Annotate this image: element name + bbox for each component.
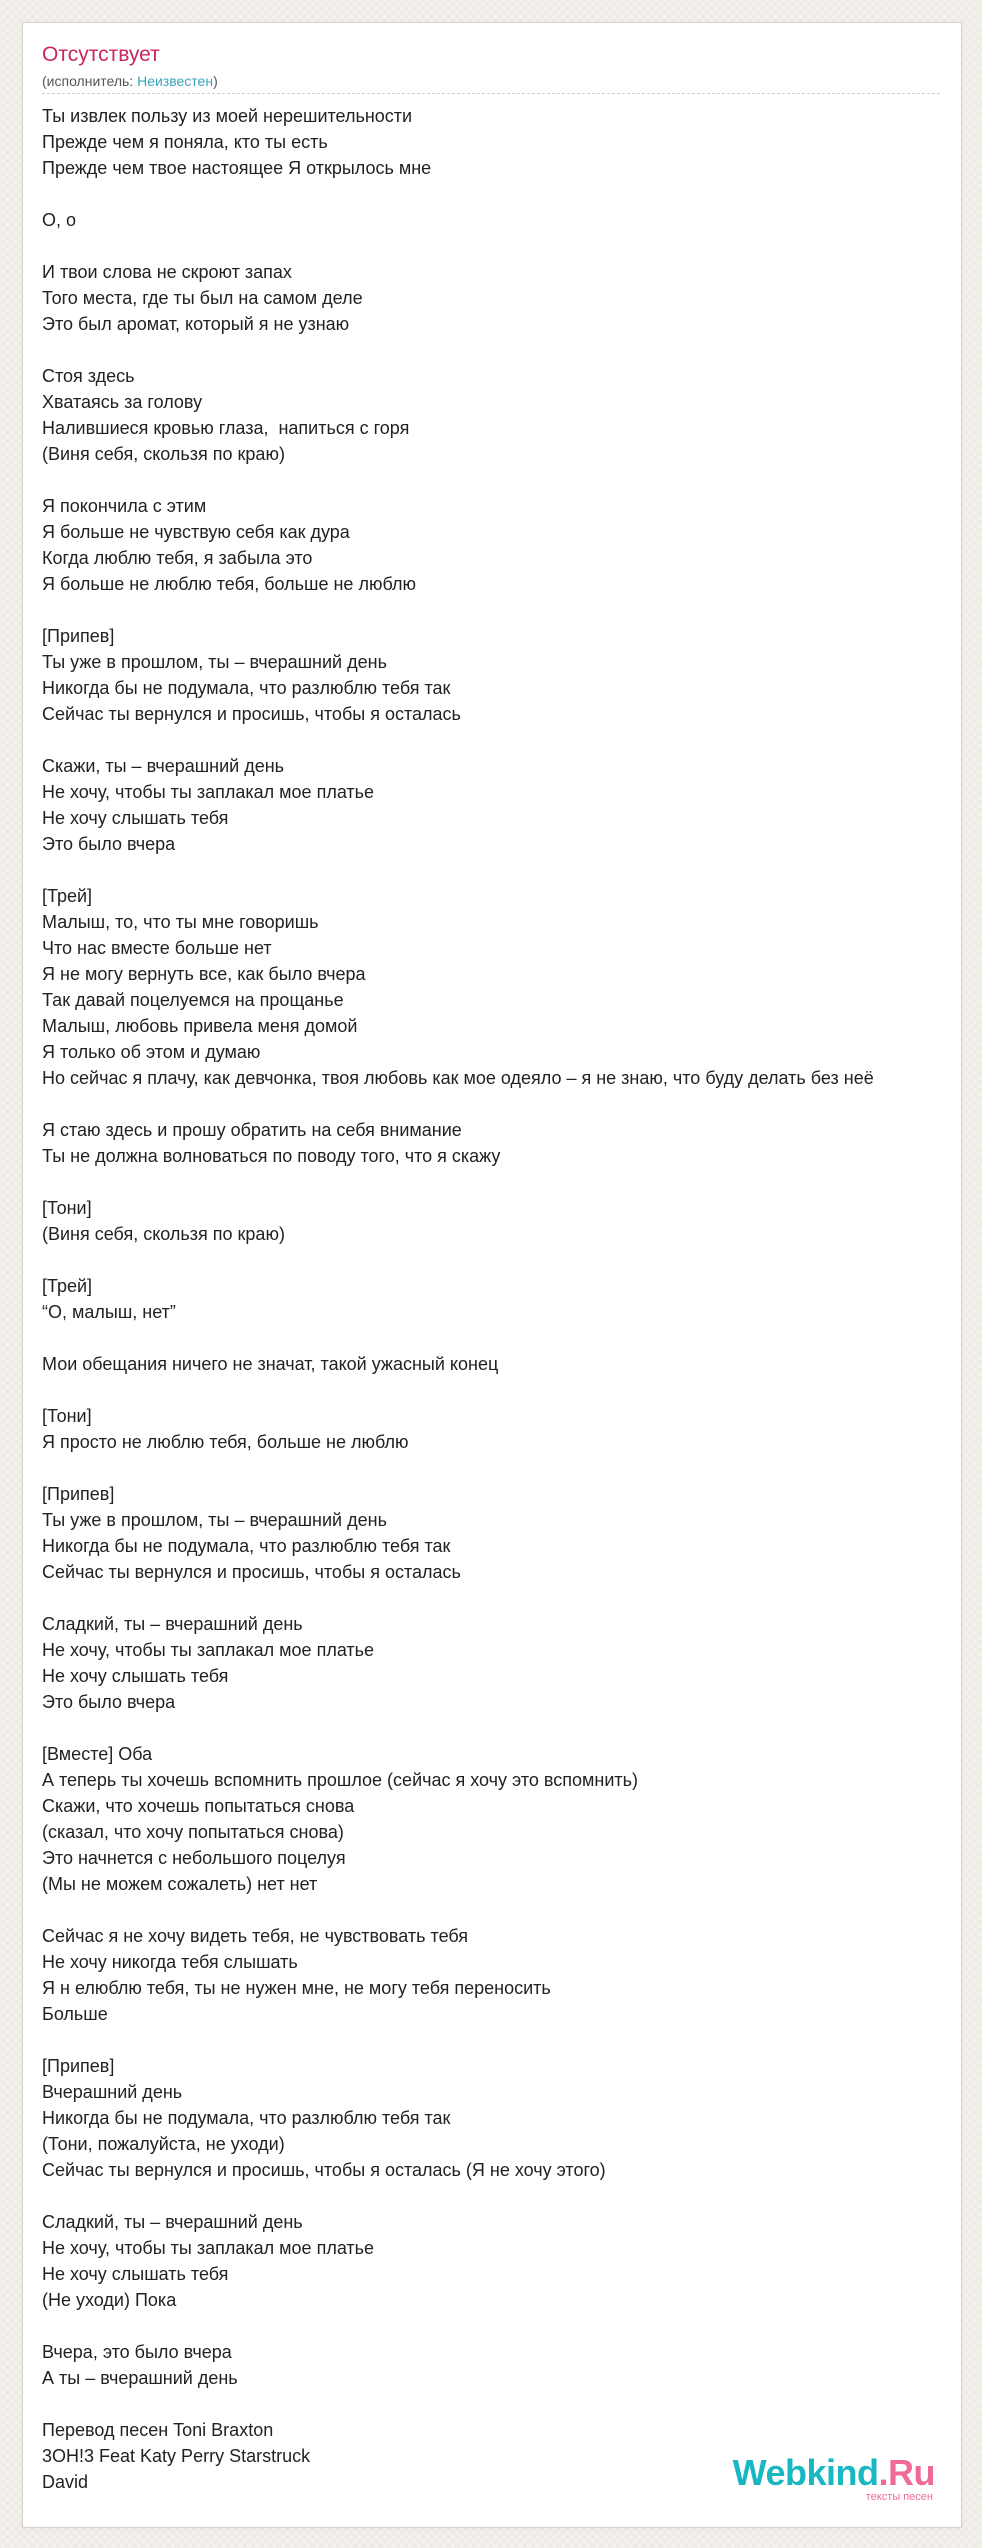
- lyric-line: [Вместе] Оба: [42, 1744, 153, 1764]
- lyric-line: Я покончила с этим: [42, 496, 207, 516]
- lyric-line: Никогда бы не подумала, что разлюблю тебя так: [42, 678, 451, 698]
- lyric-blank-line: [42, 467, 962, 493]
- lyric-line: (Не уходи) Пока: [42, 2290, 177, 2310]
- lyric-line: Сейчас ты вернулся и просишь, чтобы я осталась: [42, 704, 461, 724]
- lyric-line: Не хочу, чтобы ты заплакал мое платье: [42, 1640, 375, 1660]
- lyric-line: А ты – вчерашний день: [42, 2368, 238, 2388]
- lyric-line: Никогда бы не подумала, что разлюблю тебя так: [42, 2108, 451, 2128]
- lyric-line: [Трей]: [42, 1276, 93, 1296]
- lyric-line: Того места, где ты был на самом деле: [42, 288, 363, 308]
- lyric-line: Не хочу никогда тебя слышать: [42, 1952, 298, 1972]
- lyric-line: Что нас вместе больше нет: [42, 938, 272, 958]
- lyric-line: [Тони]: [42, 1406, 92, 1426]
- lyrics-card: [22, 22, 962, 2528]
- lyric-blank-line: [42, 2391, 962, 2417]
- logo-main-text: Webkind: [732, 2452, 879, 2493]
- lyric-line: Когда люблю тебя, я забыла это: [42, 548, 313, 568]
- lyric-line: Сейчас ты вернулся и просишь, чтобы я осталась: [42, 1562, 461, 1582]
- lyric-line: О, о: [42, 210, 77, 230]
- lyric-line: [Припев]: [42, 2056, 115, 2076]
- lyric-line: Не хочу, чтобы ты заплакал мое платье: [42, 782, 375, 802]
- lyric-line: Я стаю здесь и прошу обратить на себя внимание: [42, 1120, 462, 1140]
- lyric-line: Я больше не чувствую себя как дура: [42, 522, 350, 542]
- lyric-line: Сейчас ты вернулся и просишь, чтобы я осталась (Я не хочу этого): [42, 2160, 606, 2180]
- lyric-line: Стоя здесь: [42, 366, 135, 386]
- lyric-blank-line: [42, 1247, 962, 1273]
- lyric-line: Не хочу, чтобы ты заплакал мое платье: [42, 2238, 375, 2258]
- lyric-line: Я только об этом и думаю: [42, 1042, 261, 1062]
- title-divider: [42, 93, 940, 94]
- lyric-line: (Виня себя, скользя по краю): [42, 444, 285, 464]
- lyric-line: Я больше не люблю тебя, больше не люблю: [42, 574, 416, 594]
- lyric-line: Это был аромат, который я не узнаю: [42, 314, 350, 334]
- lyric-blank-line: [42, 1897, 962, 1923]
- lyric-line: Сладкий, ты – вчерашний день: [42, 2212, 303, 2232]
- lyric-line: Сладкий, ты – вчерашний день: [42, 1614, 303, 1634]
- lyric-line: Это начнется с небольшого поцелуя: [42, 1848, 346, 1868]
- lyric-line: [Тони]: [42, 1198, 92, 1218]
- lyric-line: (Тони, пожалуйста, не уходи): [42, 2134, 285, 2154]
- lyric-line: Малыш, то, что ты мне говоришь: [42, 912, 319, 932]
- lyric-line: Скажи, ты – вчерашний день: [42, 756, 285, 776]
- lyric-blank-line: [42, 1585, 962, 1611]
- artist-link[interactable]: Неизвестен: [137, 73, 214, 89]
- lyric-line: Мои обещания ничего не значат, такой ужасный конец: [42, 1354, 499, 1374]
- logo-tld: .Ru: [878, 2452, 935, 2493]
- lyric-line: 3OH!3 Feat Katy Perry Starstruck: [42, 2446, 311, 2466]
- lyric-line: Это было вчера: [42, 1692, 176, 1712]
- lyric-line: Ты уже в прошлом, ты – вчерашний день: [42, 1510, 387, 1530]
- lyric-line: [Трей]: [42, 886, 93, 906]
- lyric-line: Но сейчас я плачу, как девчонка, твоя любовь как мое одеяло – я не знаю, что буду делать без неё: [42, 1068, 874, 1088]
- lyric-line: Больше: [42, 2004, 108, 2024]
- lyric-blank-line: [42, 1169, 962, 1195]
- site-logo[interactable]: [732, 2452, 935, 2503]
- lyric-line: Налившиеся кровью глаза, напиться с горя: [42, 418, 410, 438]
- lyric-line: Я просто не люблю тебя, больше не люблю: [42, 1432, 409, 1452]
- lyric-blank-line: [42, 1715, 962, 1741]
- lyric-line: Прежде чем твое настоящее Я открылось мне: [42, 158, 432, 178]
- lyric-blank-line: [42, 1325, 962, 1351]
- lyric-blank-line: [42, 233, 962, 259]
- lyric-blank-line: [42, 181, 962, 207]
- lyric-line: Не хочу слышать тебя: [42, 1666, 229, 1686]
- lyric-blank-line: [42, 2313, 962, 2339]
- lyric-blank-line: [42, 2183, 962, 2209]
- lyric-line: Это было вчера: [42, 834, 176, 854]
- lyric-line: Скажи, что хочешь попытаться снова: [42, 1796, 355, 1816]
- lyric-line: Хватаясь за голову: [42, 392, 203, 412]
- lyric-line: Никогда бы не подумала, что разлюблю тебя так: [42, 1536, 451, 1556]
- lyric-blank-line: [42, 1377, 962, 1403]
- lyric-line: Я не могу вернуть все, как было вчера: [42, 964, 366, 984]
- lyric-line: Ты уже в прошлом, ты – вчерашний день: [42, 652, 387, 672]
- lyric-line: Прежде чем я поняла, кто ты есть: [42, 132, 328, 152]
- lyric-line: Ты извлек пользу из моей нерешительности: [42, 106, 413, 126]
- lyric-line: И твои слова не скроют запах: [42, 262, 292, 282]
- lyric-line: (сказал, что хочу попытаться снова): [42, 1822, 344, 1842]
- artist-line: [42, 72, 218, 90]
- lyrics-body: [42, 103, 962, 2495]
- lyric-line: Сейчас я не хочу видеть тебя, не чувствовать тебя: [42, 1926, 469, 1946]
- lyric-blank-line: [42, 2027, 962, 2053]
- lyric-line: А теперь ты хочешь вспомнить прошлое (сейчас я хочу это вспомнить): [42, 1770, 638, 1790]
- song-title: Отсутствует: [42, 43, 160, 66]
- artist-prefix: (исполнитель:: [42, 73, 138, 89]
- lyric-line: Вчерашний день: [42, 2082, 183, 2102]
- lyric-line: Я н елюблю тебя, ты не нужен мне, не могу тебя переносить: [42, 1978, 551, 1998]
- artist-suffix: ): [213, 73, 218, 89]
- lyric-line: Перевод песен Toni Braxton: [42, 2420, 274, 2440]
- lyric-blank-line: [42, 1455, 962, 1481]
- lyric-line: Малыш, любовь привела меня домой: [42, 1016, 358, 1036]
- lyric-line: Вчера, это было вчера: [42, 2342, 232, 2362]
- lyric-line: [Припев]: [42, 1484, 115, 1504]
- lyric-blank-line: [42, 1091, 962, 1117]
- logo-wordmark: [733, 2452, 935, 2493]
- lyric-line: Не хочу слышать тебя: [42, 808, 229, 828]
- lyric-blank-line: [42, 857, 962, 883]
- lyric-blank-line: [42, 727, 962, 753]
- lyric-blank-line: [42, 337, 962, 363]
- lyric-line: “О, малыш, нет”: [42, 1302, 176, 1322]
- lyric-line: [Припев]: [42, 626, 115, 646]
- lyric-line: Так давай поцелуемся на прощанье: [42, 990, 344, 1010]
- lyric-line: (Виня себя, скользя по краю): [42, 1224, 285, 1244]
- lyric-line: David: [42, 2472, 89, 2492]
- lyric-line: Не хочу слышать тебя: [42, 2264, 229, 2284]
- lyric-line: (Мы не можем сожалеть) нет нет: [42, 1874, 318, 1894]
- lyric-blank-line: [42, 597, 962, 623]
- lyric-line: Ты не должна волноваться по поводу того, что я скажу: [42, 1146, 501, 1166]
- logo-subtitle: тексты песен: [865, 2491, 933, 2503]
